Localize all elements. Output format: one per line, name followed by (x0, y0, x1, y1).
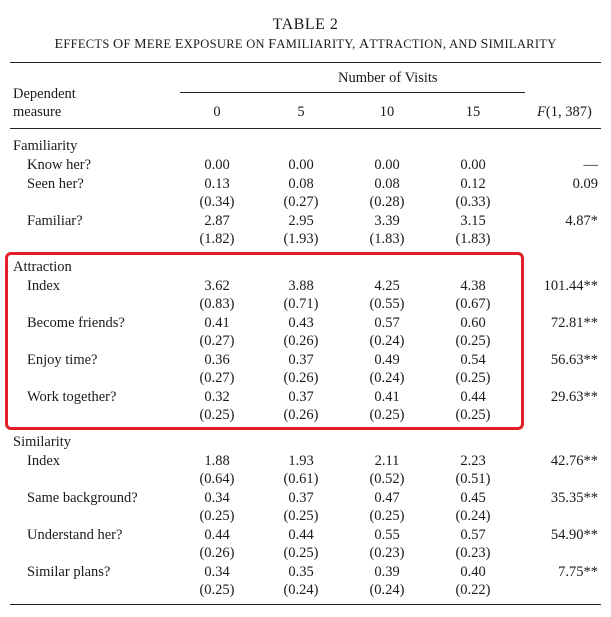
visit-col-0: 0 (213, 104, 221, 120)
row-label: Same background? (27, 490, 138, 506)
cell-mean: 0.44 (288, 527, 314, 543)
cell-sd: (0.23) (455, 545, 491, 561)
cell-mean: 0.60 (460, 315, 486, 331)
cell-mean: 0.00 (288, 157, 314, 173)
cell-sd: (0.34) (199, 194, 235, 210)
cell-mean: 2.11 (374, 453, 400, 469)
cell-sd: (0.25) (455, 407, 491, 423)
cell-sd: (0.25) (199, 508, 235, 524)
cell-sd: (0.24) (369, 370, 405, 386)
cell-mean: 0.35 (288, 564, 314, 580)
cell-mean: 3.88 (288, 278, 314, 294)
cell-sd: (0.51) (455, 471, 491, 487)
cell-mean: 0.49 (374, 352, 400, 368)
cell-mean: 2.23 (460, 453, 486, 469)
cell-mean: 0.12 (460, 176, 486, 192)
cell-sd: (0.24) (369, 333, 405, 349)
cell-f-value: 56.63** (550, 352, 598, 368)
table-title: EFFECTS OF MERE EXPOSURE ON FAMILIARITY, ATTRACTION, AND SIMILARITY (54, 37, 557, 52)
cell-sd: (0.67) (455, 296, 491, 312)
row-label: Familiar? (27, 213, 83, 229)
cell-sd: (0.26) (283, 333, 319, 349)
cell-sd: (0.23) (369, 545, 405, 561)
cell-mean: 0.57 (374, 315, 400, 331)
cell-mean: 0.44 (460, 389, 486, 405)
section-heading-attraction: Attraction (13, 259, 72, 275)
cell-sd: (0.26) (283, 370, 319, 386)
f-column-header: F(1, 387) (537, 104, 592, 120)
cell-mean: 0.08 (288, 176, 314, 192)
cell-f-value: 54.90** (550, 527, 598, 543)
cell-sd: (0.27) (199, 333, 235, 349)
cell-sd: (0.25) (199, 407, 235, 423)
cell-mean: 0.37 (288, 352, 314, 368)
cell-mean: 0.45 (460, 490, 486, 506)
cell-f-value: 101.44** (543, 278, 598, 294)
cell-sd: (0.25) (455, 333, 491, 349)
cell-sd: (0.27) (283, 194, 319, 210)
cell-sd: (0.24) (455, 508, 491, 524)
cell-mean: 0.37 (288, 490, 314, 506)
cell-f-value: 29.63** (550, 389, 598, 405)
cell-mean: 0.39 (374, 564, 400, 580)
cell-sd: (0.25) (283, 545, 319, 561)
cell-sd: (0.71) (283, 296, 319, 312)
row-label: Index (27, 278, 61, 294)
cell-sd: (0.33) (455, 194, 491, 210)
section-heading-similarity: Similarity (13, 434, 71, 450)
cell-sd: (1.93) (283, 231, 319, 247)
cell-mean: 0.55 (374, 527, 400, 543)
cell-mean: 0.41 (204, 315, 230, 331)
cell-mean: 3.39 (374, 213, 400, 229)
cell-f-value: 72.81** (550, 315, 598, 331)
cell-mean: 0.43 (288, 315, 314, 331)
header-rule (10, 128, 601, 129)
cell-sd: (0.22) (455, 582, 491, 598)
cell-mean: 0.13 (204, 176, 230, 192)
top-rule (10, 62, 601, 63)
cell-sd: (0.24) (283, 582, 319, 598)
cell-mean: 0.36 (204, 352, 230, 368)
cell-sd: (0.64) (199, 471, 235, 487)
cell-sd: (0.61) (283, 471, 319, 487)
cell-mean: 3.15 (460, 213, 486, 229)
cell-sd: (0.25) (455, 370, 491, 386)
cell-sd: (0.25) (369, 508, 405, 524)
cell-mean: 0.34 (204, 564, 230, 580)
row-label: Enjoy time? (27, 352, 98, 368)
cell-mean: 0.41 (374, 389, 400, 405)
cell-mean: 0.00 (460, 157, 486, 173)
cell-sd: (0.28) (369, 194, 405, 210)
cell-sd: (0.25) (283, 508, 319, 524)
cell-mean: 0.08 (374, 176, 400, 192)
row-label: Become friends? (27, 315, 125, 331)
visit-col-10: 10 (379, 104, 395, 120)
row-label: Work together? (27, 389, 117, 405)
visits-group-header: Number of Visits (338, 70, 438, 86)
visits-rule (180, 92, 525, 93)
cell-mean: 0.47 (374, 490, 400, 506)
cell-sd: (1.82) (199, 231, 235, 247)
row-label: Understand her? (27, 527, 123, 543)
cell-sd: (0.83) (199, 296, 235, 312)
table-label: TABLE 2 (272, 16, 339, 33)
cell-sd: (1.83) (369, 231, 405, 247)
cell-mean: 0.40 (460, 564, 486, 580)
cell-sd: (1.83) (455, 231, 491, 247)
cell-mean: 2.87 (204, 213, 230, 229)
cell-mean: 0.57 (460, 527, 486, 543)
cell-mean: 0.32 (204, 389, 230, 405)
cell-mean: 0.37 (288, 389, 314, 405)
cell-sd: (0.27) (199, 370, 235, 386)
dependent-measure-header-1: Dependent (13, 86, 76, 102)
cell-sd: (0.26) (199, 545, 235, 561)
attraction-highlight-box (5, 252, 524, 430)
row-label: Know her? (27, 157, 92, 173)
bottom-rule (10, 604, 601, 605)
cell-sd: (0.24) (369, 582, 405, 598)
cell-sd: (0.55) (369, 296, 405, 312)
row-label: Seen her? (27, 176, 84, 192)
cell-sd: (0.25) (199, 582, 235, 598)
cell-f-value: 0.09 (572, 176, 598, 192)
cell-sd: (0.26) (283, 407, 319, 423)
visit-col-5: 5 (297, 104, 305, 120)
visit-col-15: 15 (465, 104, 481, 120)
cell-sd: (0.25) (369, 407, 405, 423)
cell-f-value: 7.75** (558, 564, 598, 580)
cell-mean: 0.00 (374, 157, 400, 173)
cell-mean: 0.54 (460, 352, 486, 368)
cell-mean: 1.93 (288, 453, 314, 469)
cell-f-value: 4.87* (565, 213, 598, 229)
cell-f-value: 42.76** (550, 453, 598, 469)
cell-mean: 0.34 (204, 490, 230, 506)
row-label: Index (27, 453, 61, 469)
row-label: Similar plans? (27, 564, 111, 580)
cell-mean: 4.38 (460, 278, 486, 294)
cell-mean: 4.25 (374, 278, 400, 294)
cell-sd: (0.52) (369, 471, 405, 487)
cell-mean: 3.62 (204, 278, 230, 294)
cell-mean: 1.88 (204, 453, 230, 469)
section-heading-familiarity: Familiarity (13, 138, 78, 154)
cell-mean: 2.95 (288, 213, 314, 229)
cell-mean: 0.00 (204, 157, 230, 173)
cell-f-value: 35.35** (550, 490, 598, 506)
cell-mean: 0.44 (204, 527, 230, 543)
cell-f-value: — (583, 157, 598, 173)
dependent-measure-header-2: measure (13, 104, 62, 120)
